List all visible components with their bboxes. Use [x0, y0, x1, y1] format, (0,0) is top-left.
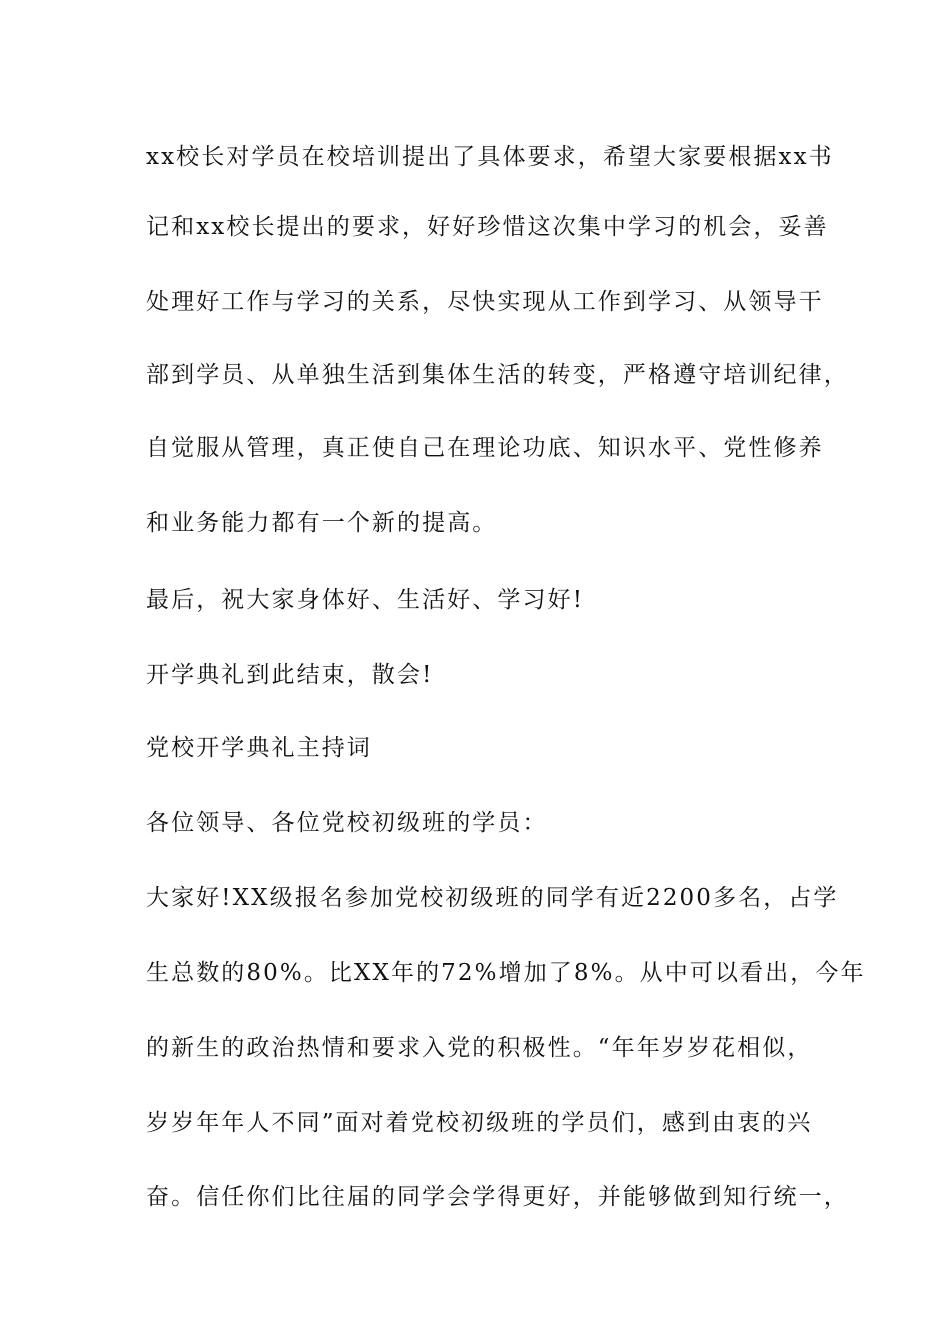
- paragraph-line-6: 和业务能力都有一个新的提高。: [146, 510, 498, 536]
- paragraph-line-14: 岁岁年年人不同”面对着党校初级班的学员们，感到由衷的兴: [146, 1110, 813, 1136]
- paragraph-line-3: 处理好工作与学习的关系，尽快实现从工作到学习、从领导干: [146, 289, 824, 315]
- paragraph-line-1: xx校长对学员在校培训提出了具体要求，希望大家要根据xx书: [146, 144, 834, 170]
- paragraph-line-2: 记和xx校长提出的要求，好好珍惜这次集中学习的机会，妥善: [146, 214, 829, 240]
- closing-adjourn-line: 开学典礼到此结束，散会!: [146, 662, 434, 688]
- salutation-line: 各位领导、各位党校初级班的学员：: [146, 810, 548, 836]
- paragraph-line-12: 生总数的80%。比XX年的72%增加了8%。从中可以看出，今年: [146, 960, 866, 986]
- paragraph-line-13: 的新生的政治热情和要求入党的积极性。“年年岁岁花相似，: [146, 1035, 813, 1061]
- paragraph-line-15: 奋。信任你们比往届的同学会学得更好，并能够做到知行统一，: [146, 1184, 849, 1210]
- paragraph-line-5: 自觉服从管理，真正使自己在理论功底、知识水平、党性修养: [146, 435, 824, 461]
- section-title: 党校开学典礼主持词: [146, 735, 372, 761]
- paragraph-line-4: 部到学员、从单独生活到集体生活的转变，严格遵守培训纪律，: [146, 362, 849, 388]
- paragraph-line-11: 大家好!XX级报名参加党校初级班的同学有近2200多名，占学: [146, 885, 839, 911]
- closing-wish-line: 最后，祝大家身体好、生活好、学习好!: [146, 587, 585, 613]
